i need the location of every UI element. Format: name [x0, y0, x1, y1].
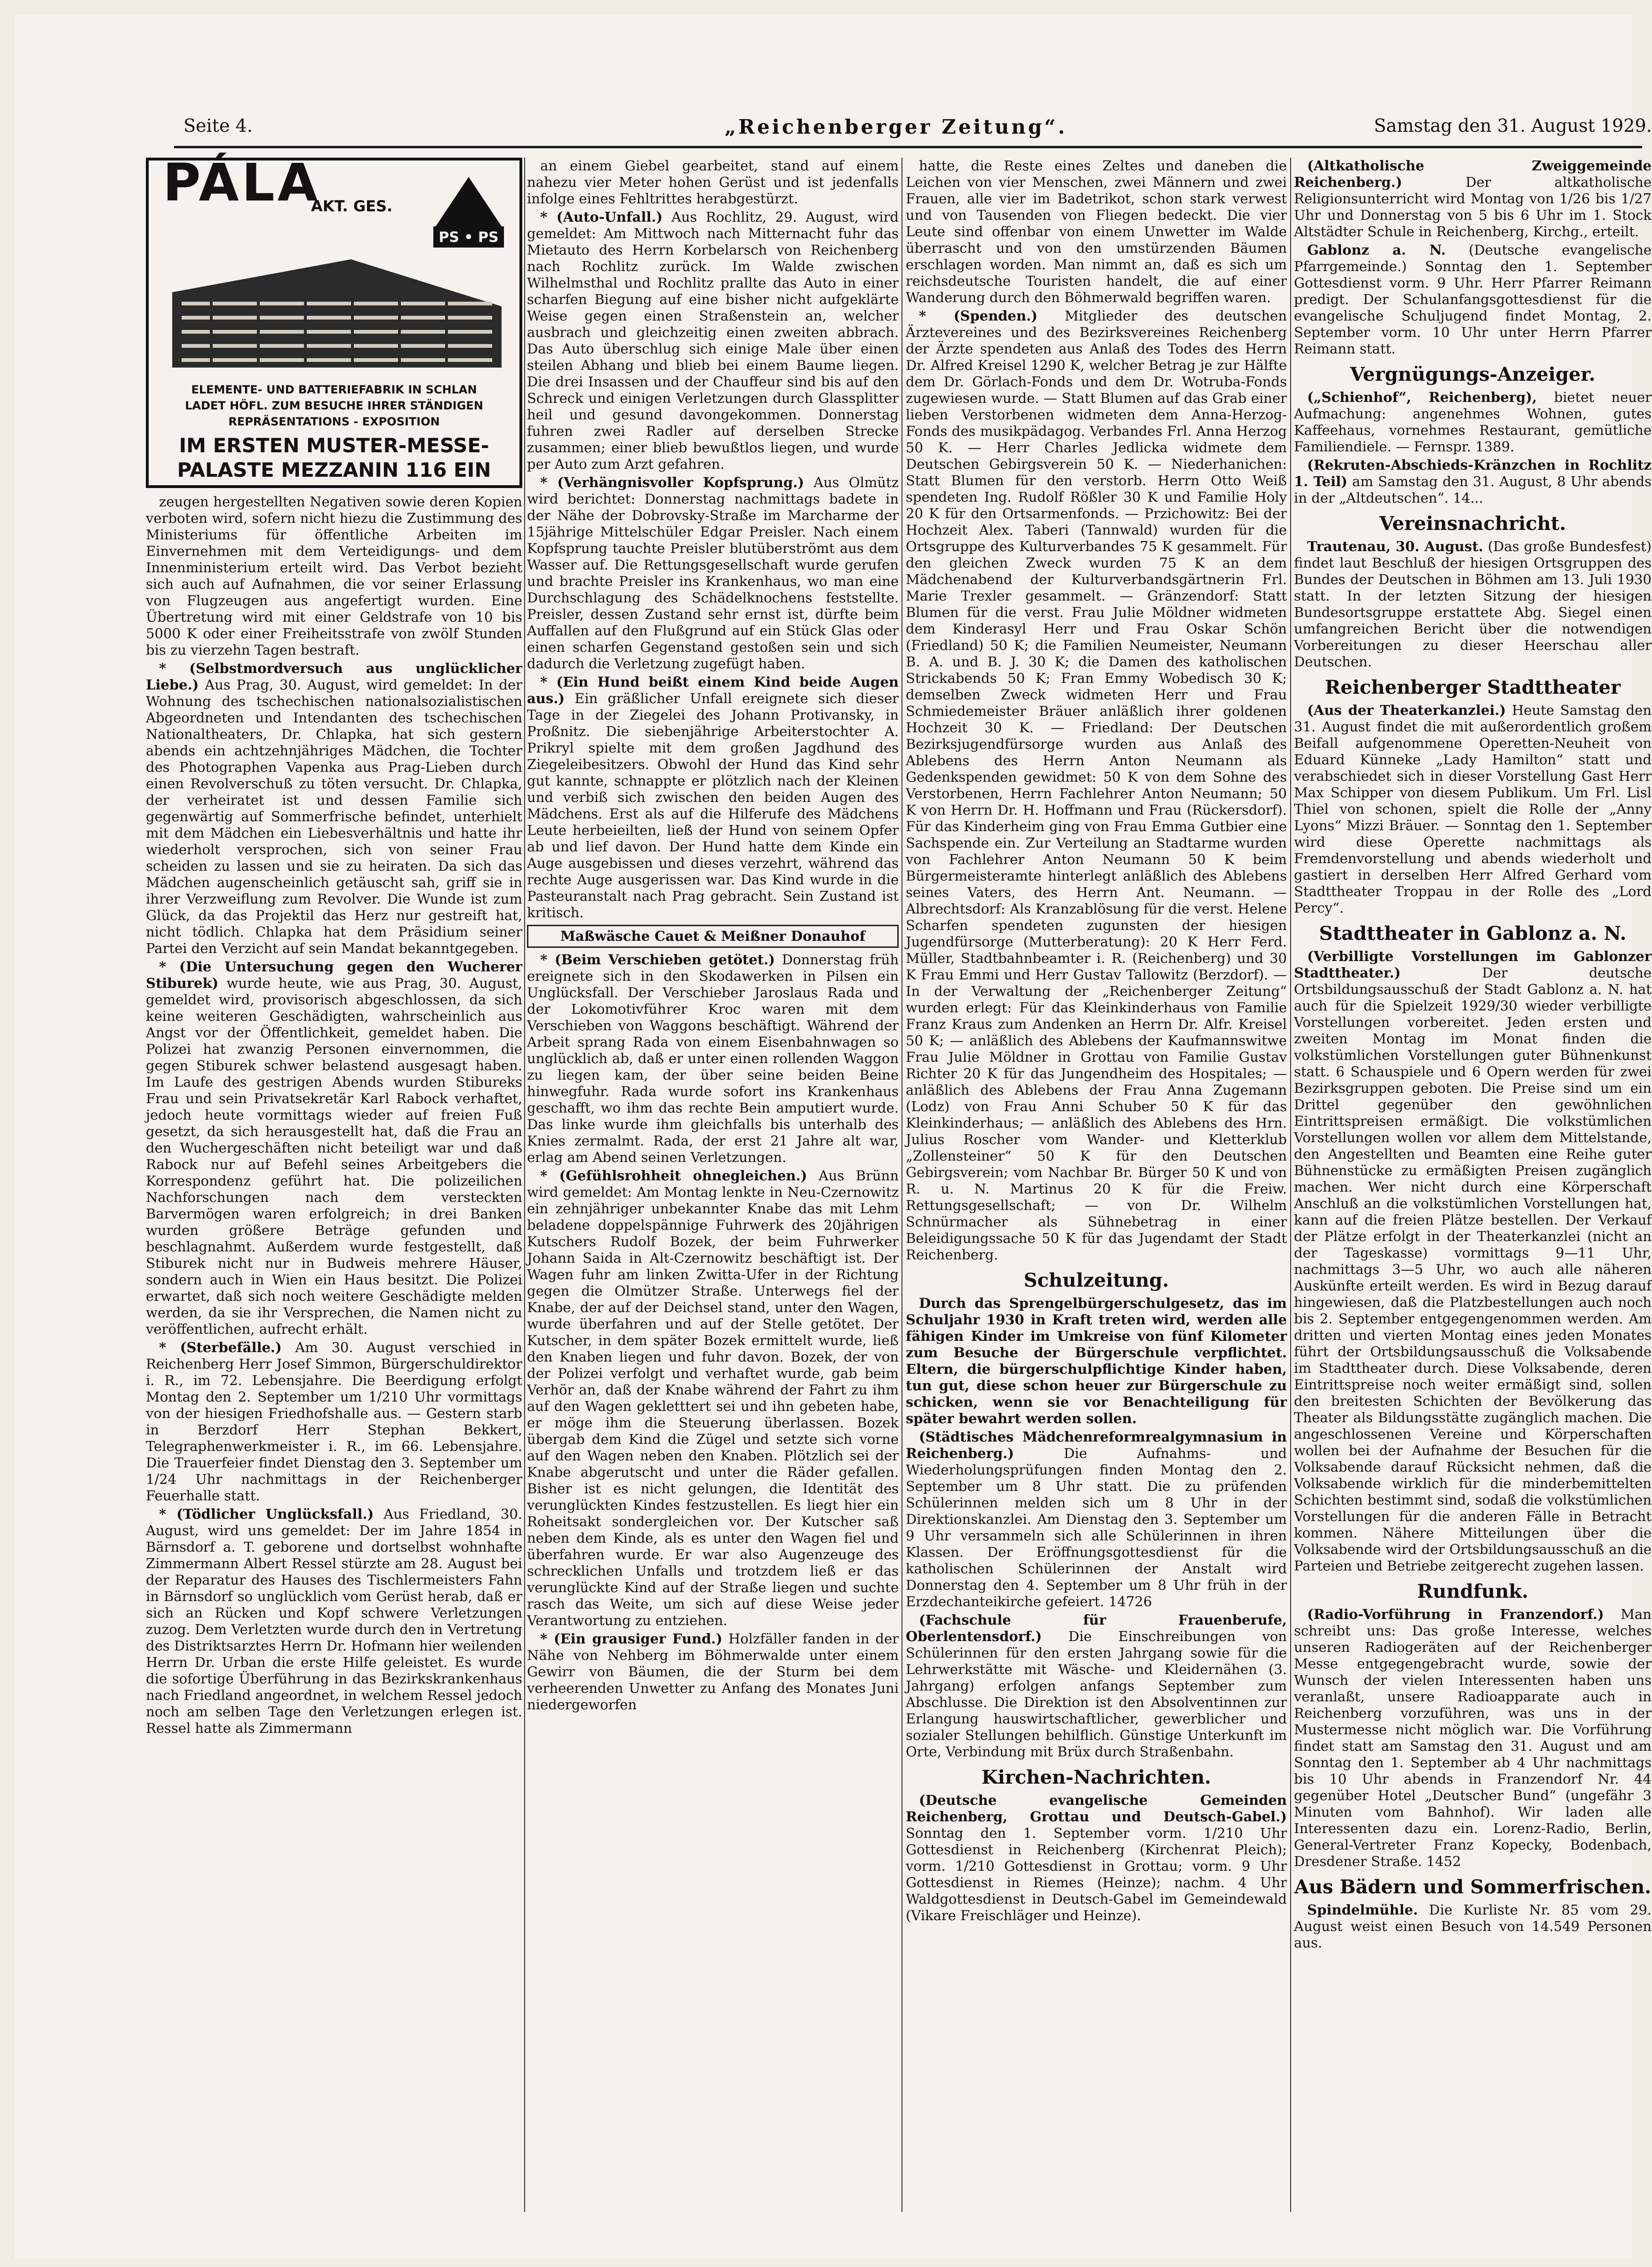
- column-1: [146, 152, 522, 2231]
- article-heading: (Verbilligte Vorstellungen im Gablonzer Stadttheater.): [1294, 948, 1652, 981]
- article-text: Ein gräßlicher Unfall ereignete sich dieser Tage in der Ziegelei des Johann Protivansky, in Proßnitz. Die siebenjährige Arbeiterstochter A. Prikryl spielte mit dem großen Jagdhund des Ziegeleibesitzers. Obwohl der Hund das Kind sehr gut kannte, schnappte er plötzlich nach der Kleinen und verbiß sich zwischen den beiden Augen des Mädchens. Erst als auf die Hilferufe des Mädchens Leute herbeieilten, ließ der Hund von seinem Opfer ab und lief davon. Der Hund hatte dem Kinde ein Auge ausgebissen und dieses verzehrt, während das rechte Auge ausgerissen war. Das Kind wurde in die Pasteuranstalt nach Prag gebracht. Sein Zustand ist kritisch.: [527, 690, 899, 921]
- article-text: (Das große Bundesfest) findet laut Beschluß der hiesigen Ortsgruppen des Bundes der Deutschen in Böhmen am 13. Juli 1930 statt. In der letzten Sitzung der hiesigen Bundesortsgruppe erstattete Abg. Siegel einen umfangreichen Bericht über die notwendigen Vorbereitungen zu dieser Heerschau aller Deutschen.: [1294, 538, 1652, 670]
- article-paragraph: [527, 474, 899, 672]
- ad-text-lower: IM ERSTEN MUSTER-MESSE- PALASTE MEZZANIN 116 EIN: [177, 434, 491, 481]
- newspaper-page: [14, 14, 1652, 2259]
- column-4-articles: [1294, 158, 1652, 1951]
- article-heading: (Rekruten-Abschieds-Kränzchen in Rochlitz 1. Teil): [1294, 457, 1652, 489]
- article-heading: * (Verhängnisvoller Kopfsprung.): [540, 474, 804, 490]
- article-paragraph: [527, 674, 899, 921]
- ps-emblem-icon: [431, 175, 506, 250]
- section-heading: Kirchen-Nachrichten.: [981, 1766, 1212, 1788]
- article-text: an einem Giebel gearbeitet, stand auf einem nahezu vier Meter hohen Gerüst und ist jedenfalls infolge eines Fehltrittes herabgestürzt.: [527, 158, 899, 207]
- article-paragraph: [146, 1506, 522, 1737]
- article-text: Holzfäller fanden in der Nähe von Nehberg im Böhmerwalde unter einem Gewirr von Bäumen, die der Sturm bei dem verheerenden Unwetter zu Anfang des Monates Juni niedergeworfen: [527, 1631, 899, 1713]
- article-heading: (Altkatholische Zweiggemeinde Reichenberg.): [1294, 158, 1652, 190]
- article-heading: * (Selbstmordversuch aus unglücklicher Liebe.): [146, 660, 522, 693]
- article-paragraph: [1294, 158, 1652, 240]
- section-heading: Stadttheater in Gablonz a. N.: [1319, 922, 1627, 945]
- article-heading: (Städtisches Mädchenreformrealgymnasium in Reichenberg.): [906, 1429, 1287, 1461]
- column-1-articles: [146, 494, 522, 1737]
- article-heading: * (Die Untersuchung gegen den Wucherer Stiburek): [146, 959, 522, 991]
- ad-brand-suffix: AKT. GES.: [311, 197, 393, 215]
- article-heading: * (Beim Verschieben getötet.): [540, 952, 775, 968]
- article-text: Mitglieder des deutschen Ärztevereines und des Bezirksvereines Reichenberg der Ärzte spendeten aus Anlaß des Todes des Herrn Dr. Alfred Kreisel 1290 K, welcher Betrag je zur Hälfte dem Dr. Görlach-Fonds und dem Dr. Wotruba-Fonds zugewiesen wurde. — Statt Blumen auf das Grab einer lieben Verstorbenen widmeten dem Anna-Herzog-Fonds des musikpädagog. Verbandes Frl. Anna Herzog 50 K. — Herr Charles Jedlicka widmete dem Deutschen Gebirgsverein 50 K. — Niederhanichen: Statt Blumen für den verstorb. Herrn Otto Weiß spendeten Ing. Rudolf Rößler 30 K und Familie Holy 20 K für den Ortsarmenfonds. — Przichowitz: Bei der Hochzeit Alex. Taberi (Tannwald) wurden für die Ortsgruppe des Kulturverbandes 75 K gesammelt. Für den gleichen Zweck wurden 75 K an dem Mädchenabend der Kulturverbandsgärtnerin Frl. Marie Trexler gesammelt. — Gränzendorf: Statt Blumen für die verst. Frau Julie Möldner widmeten dem Kinderasyl Herr und Frau Oskar Schön (Friedland) 50 K; die Familien Neumeister, Neumann B. A. und B. J. 30 K; die Damen des katholischen Strickabends 50 K; Fran Emmy Wobedisch 30 K; demselben Zweck widmeten Herr und Frau Schmiedemeister Bräuer anläßlich ihrer goldenen Hochzeit 30 K. — Friedland: Der Deutschen Bezirksjugendfürsorge wurden aus Anlaß des Ablebens des Herrn Anton Neumann als Gedenkspenden gewidmet: 50 K von dem Sohne des Verstorbenen, Herrn Fachlehrer Anton Neumann; 50 K von Herrn Dr. H. Hoffmann und Frau (Rückersdorf). Für das Kinderheim ging von Frau Emma Gutbier eine Sachspende ein. Zur Verteilung an Stadtarme wurden von Fachlehrer Anton Neumann 50 K beim Bürgermeisteramte hinterlegt anläßlich des Ablebens seines Vaters, des Herrn Ant. Neumann. — Albrechtsdorf: Als Kranzablösung für die verst. Helene Scharfen spendeten zugunsten der hiesigen Jugendfürsorge (Mutterberatung): 20 K Herr Ferd. Müller, Stadtbahnbeamter i. R. (Reichenberg) und 30 K Frau Emmi und Herr Gustav Tallowitz (Berzdorf). — In der Verwaltung der „Reichenberger Zeitung“ wurden erlegt: Für das Kleinkinderhaus von Familie Franz Kraus zum Andenken an Herrn Dr. Alfr. Kreisel 50 K; — anläßlich des Ablebens der Kaufmannswitwe Frau Julie Möldner in Grottau von Familie Gustav Richter 20 K für das Jungendheim des Hospitales; — anläßlich des Ablebens der Frau Anna Zugemann (Lodz) von Frau Anni Schuber 50 K für das Kleinkinderhaus; — anläßlich des Ablebens des Hrn. Julius Roscher vom Wander- und Kletterklub „Zollensteiner“ 50 K für den Deutschen Gebirgsverein; vom Nachbar Br. Bürger 50 K und von R. u. N. Martinus 20 K für die Freiw. Rettungsgesellschaft; — von Dr. Wilhelm Schnürmacher als Sühnebetrag in einer Beleidigungssache 50 K für das Jugendamt der Stadt Reichenberg.: [906, 308, 1287, 1263]
- page-number: Seite 4.: [184, 115, 253, 136]
- article-text: Aus Friedland, 30. August, wird uns gemeldet: Der im Jahre 1854 in Bärnsdorf a. T. geborene und dortselbst wohnhafte Zimmermann Albert Ressel stürzte am 28. August bei der Reparatur des Hauses des Tischlermeisters Fahn in Bärnsdorf so unglücklich vom Gerüst herab, daß er sich an Rücken und Kopf schwere Verletzungen zuzog. Dem Verletzten wurde durch den in Vertretung des Distriktsarztes Herrn Dr. Hofmann hier weilenden Herrn Dr. Urban die erste Hilfe geleistet. Es wurde die sofortige Überführung in das Bezirkskrankenhaus nach Friedland angeordnet, in welchem Ressel jedoch noch am selben Tage den Verletzungen erlegen ist. Ressel hatte als Zimmermann: [146, 1506, 522, 1736]
- article-paragraph: [1294, 242, 1652, 357]
- article-text: Donnerstag früh ereignete sich in den Skodawerken in Pilsen ein Unglücksfall. Der Verschieber Jaroslaus Rada und der Lokomotivführer Kroc waren mit dem Verschieben von Waggons beschäftigt. Während der Arbeit sprang Rada von einem Eisenbahnwagen so unglücklich ab, daß er unter einen rollenden Waggon zu liegen kam, der über seine beiden Beine hinwegfuhr. Rada wurde sofort ins Krankenhaus geschafft, wo ihm das rechte Bein amputiert wurde. Das linke wurde ihm gleichfalls bis unterhalb des Knies zermalmt. Rada, der erst 21 Jahre alt war, erlag am Abend seinen Verletzungen.: [527, 952, 899, 1165]
- factory-building-icon: [163, 250, 511, 372]
- issue-date: Samstag den 31. August 1929.: [1374, 115, 1652, 136]
- article-paragraph: [1294, 948, 1652, 1574]
- article-heading: (Radio-Vorführung in Franzendorf.): [1307, 1606, 1604, 1622]
- article-paragraph: [1294, 538, 1652, 670]
- column-4: [1294, 158, 1652, 2231]
- article-paragraph: [527, 209, 899, 473]
- article-text: Am 30. August verschied in Reichenberg Herr Josef Simmon, Bürgerschuldirektor i. R., im 72. Lebensjahre. Die Beerdigung erfolgt Montag den 2. September um 1/210 Uhr vormittags von der hiesigen Friedhofshalle aus. — Gestern starb in Berzdorf Herr Stephan Bekkert, Telegraphenwerkmeister i. R., im 66. Lebensjahre. Die Trauerfeier findet Dienstag den 3. September um 1/24 Uhr nachmittags in der Reichenberger Feuerhalle statt.: [146, 1339, 522, 1504]
- article-text: wurde heute, wie aus Prag, 30. August, gemeldet wird, provisorisch abgeschlossen, da sich keine weiteren Geschädigten, wahrscheinlich aus Angst vor der Öffentlichkeit, gemeldet haben. Die Polizei hat zwanzig Personen einvernommen, die gegen Stiburek schwer belastend ausgesagt haben. Im Laufe des gestrigen Abends wurden Stibureks Frau und sein Privatsekretär Karl Rabock verhaftet, jedoch heute vormittags wieder auf freien Fuß gesetzt, da sich herausgestellt hat, daß die Frau an den Wuchergeschäften nicht beteiligt war und daß Rabock nur auf Befehl seines Arbeitgebers die Korrespondenz geführt hat. Die polizeilichen Nachforschungen nach dem versteckten Barvermögen waren erfolgreich; in drei Banken wurden größere Beträge gefunden und beschlagnahmt. Außerdem wurde festgestellt, daß Stiburek nicht nur in Budweis mehrere Häuser, sondern auch in Wien ein Haus besitzt. Die Polizei erwartet, daß sich noch weitere Geschädigte melden werden, da sie ihr Versprechen, die Namen nicht zu veröffentlichen, aufrecht erhält.: [146, 975, 522, 1337]
- article-paragraph: [527, 952, 899, 1166]
- article-paragraph: [527, 1168, 899, 1629]
- article-heading: (Aus der Theaterkanzlei.): [1307, 702, 1506, 718]
- article-heading: * (Spenden.): [919, 308, 1037, 324]
- boxed-notice: Maßwäsche Cauet & Meißner Donauhof: [527, 925, 899, 948]
- article-paragraph: [1294, 457, 1652, 506]
- article-heading: („Schienhof“, Reichenberg),: [1307, 389, 1537, 405]
- article-heading: * (Ein Hund beißt einem Kind beide Augen aus.): [527, 674, 899, 706]
- column-2: [527, 158, 899, 2231]
- section-heading: Aus Bädern und Sommerfrischen.: [1294, 1876, 1652, 1898]
- article-paragraph: [906, 308, 1287, 1263]
- header-rule: [174, 146, 1642, 148]
- article-heading: * (Tödlicher Unglücksfall.): [159, 1506, 374, 1522]
- article-text: am Samstag den 31. August, 8 Uhr abends in der „Altdeutschen“. 14...: [1294, 473, 1652, 506]
- article-paragraph: [1294, 1606, 1652, 1870]
- article-text: Sonntag den 1. September vorm. 1/210 Uhr Gottesdienst in Reichenberg (Kirchenrat Pleich); vorm. 1/210 Gottesdienst in Grottau; vorm. 9 Uhr Gottesdienst in Riemes (Heinze); nachm. 4 Uhr Waldgottesdienst in Deutsch-Gabel im Gemeindewald (Vikare Freischläger und Heinze).: [906, 1825, 1287, 1923]
- ad-text-upper: ELEMENTE- UND BATTERIEFABRIK IN SCHLAN LADET HÖFL. ZUM BESUCHE IHRER STÄNDIGEN REPRÄSENTATIONS - EXPOSITION: [185, 383, 483, 428]
- article-text: Der deutsche Ortsbildungsausschuß der Stadt Gablonz a. N. hat auch für die Spielzeit 1929/30 wieder verbilligte Vorstellungen vorbereitet. Jeden ersten und zweiten Montag im Monat finden die volkstümlichen Vorstellungen guter Bühnenkunst statt. 6 Schauspiele und 6 Opern werden für zwei Bezirksgruppen geboten. Die Preise sind um ein Drittel gegenüber den gewöhnlichen Eintrittspreisen ermäßigt. Die volkstümlichen Vorstellungen wollen vor allem dem Mittelstande, den Angestellten und Beamten eine Reihe guter Bühnenstücke zu ermäßigten Preisen zugänglich machen. Wer nicht durch eine Körperschaft Anschluß an die volkstümlichen Vorstellungen hat, kann auf die freien Plätze bestellen. Der Verkauf der Plätze erfolgt in der Theaterkanzlei (nicht an der Tageskasse) vormittags 9—11 Uhr, nachmittags 3—5 Uhr, wo auch alle näheren Auskünfte erteilt werden. Es wird in Bezug darauf hingewiesen, daß die Platzbestellungen auch noch bis 2. September entgegengenommen werden. Am dritten und vierten Montag eines jeden Monates führt der Ortsbildungsausschuß die Volksabende im Stadttheater durch. Diese Volksabende, deren Eintrittspreise noch weiter ermäßigt sind, sollen den breitesten Schichten der Bevölkerung das Theater als Bildungsstätte zugänglich machen. Die angeschlossenen Vereine und Körperschaften wollen bei der Aufnahme der Besuchen für die Volksabende darauf Rücksicht nehmen, daß die Volksabende wirklich für die minderbemittelten Schichten bestimmt sind, sodaß die volkstümlichen Vorstellungen für die anderen Fälle in Betracht kommen. Nähere Mitteilungen über die Volksabende wird der Ortsbildungsausschuß an die Parteien und Betriebe zeitgerecht zugehen lassen.: [1294, 965, 1652, 1574]
- article-paragraph: [1294, 389, 1652, 455]
- article-text: Heute Samstag den 31. August findet die mit außerordentlich großem Beifall aufgenommene Operetten-Neuheit von Eduard Künneke „Lady Hamilton“ statt und verabschiedet sich in dieser Vorstellung Gast Herr Max Schipper von diesem Publikum. Um Frl. Lisl Thiel von schonen, spielt die Rolle der „Anny Lyons“ Mizzi Bräuer. — Sonntag den 1. September wird diese Operette nachmittags als Fremdenvorstellung und abends wiederholt und gastiert in derselben Herr Alfred Gerhard vom Stadttheater Troppau in der Rolle des „Lord Percy“.: [1294, 702, 1652, 916]
- article-text: Der altkatholische Religionsunterricht wird Montag von 1/26 bis 1/27 Uhr und Donnerstag von 5 bis 6 Uhr im 1. Stock Altstädter Schule in Reichenberg, Kirchg., erteilt.: [1294, 174, 1652, 240]
- article-heading: (Fachschule für Frauenberufe, Oberlentensdorf.): [906, 1612, 1287, 1644]
- article-paragraph: [527, 158, 899, 207]
- section-heading: Reichenberger Stadttheater: [1325, 676, 1621, 698]
- section-heading: Vergnügungs-Anzeiger.: [1350, 363, 1596, 385]
- article-heading: Gablonz a. N.: [1307, 242, 1446, 258]
- article-paragraph: [906, 1429, 1287, 1610]
- article-text: (Deutsche evangelische Pfarrgemeinde.) Sonntag den 1. September Gottesdienst vorm. 9 Uhr. Herr Pfarrer Reimann predigt. Der Schulanfangsgottesdienst für die evangelische Schuljugend findet Montag, 2. September vorm. 10 Uhr unter Herrn Pfarrer Reimann statt.: [1294, 242, 1652, 357]
- article-paragraph: [146, 959, 522, 1338]
- article-paragraph: [146, 1339, 522, 1504]
- article-text: hatte, die Reste eines Zeltes und daneben die Leichen von vier Menschen, zwei Männern und zwei Frauen, alle vier im Badetrikot, schon stark verwest und von Tausenden von Fliegen bedeckt. Die vier Leute sind offenbar von einem Unwetter im Walde überrascht und von den umstürzenden Bäumen erschlagen worden. Man nimmt an, daß es sich um reichsdeutsche Touristen handelt, die auf einer Wanderung durch den Böhmerwald begriffen waren.: [906, 158, 1287, 305]
- article-paragraph: [527, 1631, 899, 1713]
- column-divider: [1290, 158, 1291, 2212]
- article-heading: Durch das Sprengelbürgerschulgesetz, das im Schuljahr 1930 in Kraft treten wird, werden alle fähigen Kinder im Umkreise von fünf Kilometer zum Besuche der Bürgerschule verpflichtet. Eltern, die bürgerschulpflichtige Kinder haben, tun gut, diese schon heuer zur Bürgerschule zu schicken, wenn sie vor Benachteiligung für später bewahrt werden sollen.: [906, 1295, 1287, 1426]
- pala-advertisement: [146, 152, 522, 488]
- article-text: bietet neuer Aufmachung: angenehmes Wohnen, gutes Kaffeehaus, vornehmes Restaurant, gemütliche Familiendiele. — Fernspr. 1389.: [1294, 389, 1652, 455]
- page-header: [24, 115, 1652, 144]
- article-text: Man schreibt uns: Das große Interesse, welches unseren Radiogeräten auf der Reichenberger Messe entgegengebracht wurde, sowie der Wunsch der vielen Interessenten haben uns veranlaßt, unsere Radioapparate auch in Reichenberg vorzuführen, was uns in der Mustermesse nicht möglich war. Die Vorführung findet statt am Samstag den 31. August und am Sonntag den 1. September ab 4 Uhr nachmittags bis 10 Uhr abends in Franzendorf Nr. 44 gegenüber Hotel „Deutscher Bund“ (ungefähr 3 Minuten vom Bahnhof). Wir laden alle Interessenten dazu ein. Lorenz-Radio, Berlin, General-Vertreter Franz Kopecky, Bodenbach, Dresdener Straße. 1452: [1294, 1606, 1652, 1869]
- article-paragraph: [906, 1295, 1287, 1427]
- ad-brand: PÁLA: [163, 152, 320, 213]
- section-heading: Rundfunk.: [1417, 1580, 1529, 1602]
- article-heading: * (Auto-Unfall.): [540, 209, 663, 225]
- article-heading: Trautenau, 30. August.: [1307, 538, 1484, 554]
- article-text: Die Aufnahms- und Wiederholungsprüfungen finden Montag den 2. September um 8 Uhr statt. Die zu prüfenden Schülerinnen melden sich um 8 Uhr in der Direktionskanzlei. Am Dienstag den 3. September um 9 Uhr versammeln sich alle Schülerinnen in ihren Klassen. Der Eröffnungsgottesdienst für die katholischen Schülerinnen der Anstalt wird Donnerstag den 4. September um 8 Uhr früh in der Erzdechanteikirche gefeiert. 14726: [906, 1445, 1287, 1610]
- article-heading: * (Sterbefälle.): [159, 1339, 282, 1355]
- article-paragraph: [1294, 1902, 1652, 1951]
- article-paragraph: [906, 1612, 1287, 1760]
- article-text: Die Kurliste Nr. 85 vom 29. August weist einen Besuch von 14.549 Personen aus.: [1294, 1902, 1652, 1951]
- article-text: Aus Brünn wird gemeldet: Am Montag lenkte in Neu-Czernowitz ein zehnjähriger unbekannter Knabe das mit Lehm beladene doppelspännige Fuhrwerk des 20jährigen Kutschers Rudolf Bozek, der beim Fuhrwerker Johann Saida in Alt-Czernowitz beschäftigt ist. Der Wagen fuhr am linken Zwitta-Ufer in der Richtung gegen die Olmützer Straße. Unterwegs fiel der Knabe, der auf der Deichsel stand, unter den Wagen, wurde überfahren und auf der Stelle getötet. Der Kutscher, in dem später Bozek ermittelt wurde, ließ den Knaben liegen und fuhr davon. Bozek, der von der Polizei verfolgt und verhaftet wurde, gab beim Verhör an, daß der Knabe während der Fahrt zu ihm auf den Wagen gekletttert sei und ihn gebeten habe, er möge ihm die Steuerung überlassen. Bozek übergab dem Kind die Zügel und setzte sich vorne auf den Wagen neben den Knaben. Plötzlich sei der Knabe abgerutscht und unter die Räder gefallen. Bisher ist es nicht gelungen, die Identität des verunglückten Kindes festzustellen. Es liegt hier ein Roheitsakt sondergleichen vor. Der Kutscher saß neben dem Kinde, als es unter den Wagen fiel und überfahren wurde. Er war also Augenzeuge des schrecklichen Unfalls und trotzdem ließ er das verunglückte Kind auf der Straße liegen und suchte rasch das Weite, um sich auf diese Weise jeder Verantwortung zu entziehen.: [527, 1168, 899, 1628]
- article-paragraph: [906, 158, 1287, 306]
- article-heading: Spindelmühle.: [1307, 1902, 1418, 1918]
- section-heading: Vereinsnachricht.: [1379, 513, 1566, 535]
- column-2-articles: [527, 158, 899, 1713]
- article-heading: (Deutsche evangelische Gemeinden Reichenberg, Grottau und Deutsch-Gabel.): [906, 1792, 1287, 1825]
- article-paragraph: [146, 494, 522, 658]
- article-text: Die Einschreibungen von Schülerinnen für den ersten Jahrgang sowie für die Lehrwerkstätte mit Wäsche- und Kleidernähen (3. Jahrgang) erfolgen anfangs September zum Abschlusse. Die Direktion ist den Absolventinnen zur Erlangung hauswirtschaftlicher, gewerblicher und sozialer Stellungen behilflich. Günstige Unterkunft im Orte, Verbindung mit Brüx durch Straßenbahn.: [906, 1628, 1287, 1760]
- article-text: Aus Prag, 30. August, wird gemeldet: In der Wohnung des tschechischen nationalsozialistischen Abgeordneten und Intendanten des tschechischen Nationaltheaters, Dr. Chlapka, hat sich gestern abends ein achtzehnjähriges Mädchen, die Tochter des Photographen Vapenka aus Prag-Lieben durch einen Revolverschuß zu töten versucht. Dr. Chlapka, der verheiratet ist und dessen Familie sich gegenwärtig auf Sommerfrische befindet, unterhielt mit dem Mädchen ein Liebesverhältnis und hatte ihr wiederholt versprochen, sich von seiner Frau scheiden zu lassen und sie zu heiraten. Da sich das Mädchen augenscheinlich getäuscht sah, griff sie in ihrer Verzweiflung zum Revolver. Die Wunde ist zum Glück, da das Projektil das Herz nur gestreift hat, nicht tödlich. Chlapka hat dem Präsidium seiner Partei den Verzicht auf sein Mandat bekanntgegeben.: [146, 677, 522, 956]
- emblem-text: PS • PS: [439, 229, 499, 246]
- column-3-articles: [906, 158, 1287, 1924]
- article-text: Aus Olmütz wird berichtet: Donnerstag nachmittags badete in der Nähe der Dobrovsky-Straße im Marcharme der 15jährige Mittelschüler Edgar Preisler. Nach einem Kopfsprung tauchte Preisler blutüberströmt aus dem Wasser auf. Die Rettungsgesellschaft wurde gerufen und brachte Preisler ins Krankenhaus, wo man eine Durchschlagung des Schädelknochens feststellte. Preisler, dessen Zustand sehr ernst ist, dürfte beim Auffallen auf den Flußgrund auf ein Stück Glas oder einen scharfen Gegenstand gestoßen sein und sich dadurch die Verletzung zugefügt haben.: [527, 474, 899, 672]
- article-paragraph: [1294, 702, 1652, 916]
- article-paragraph: [906, 1792, 1287, 1924]
- newspaper-title: „Reichenberger Zeitung“.: [725, 115, 1068, 138]
- article-text: Aus Rochlitz, 29. August, wird gemeldet: Am Mittwoch nach Mitternacht fuhr das Mietauto des Herrn Korbelarsch von Reichenberg nach Rochlitz zurück. Im Walde zwischen Wilhelmsthal und Rochlitz prallte das Auto in einer scharfen Biegung auf eine bisher nicht aufgeklärte Weise gegen einen Straßenstein an, welcher ausbrach und gleichzeitig einen zweiten abbrach. Das Auto überschlug sich einige Male über einen steilen Abhang und blieb bei einem Baume liegen. Die drei Insassen und der Chauffeur sind bis auf den Schreck und einigen Verletzungen durch Glassplitter heil und gesund davongekommen. Donnerstag fuhren zwei Radler auf derselben Strecke zusammen; einer blieb bewußtlos liegen, und wurde per Auto zum Arzt gefahren.: [527, 209, 899, 472]
- article-heading: * (Gefühlsrohheit ohnegleichen.): [540, 1168, 807, 1184]
- section-heading: Schulzeitung.: [1023, 1269, 1169, 1291]
- article-paragraph: [146, 660, 522, 957]
- column-3: [906, 158, 1287, 2231]
- article-text: zeugen hergestellten Negativen sowie deren Kopien verboten wird, sofern nicht hiezu die Zustimmung des Ministeriums für öffentliche Arbeiten im Einvernehmen mit dem Verteidigungs- und dem Innenministerium erteilt wird. Das Verbot bezieht sich auch auf Aufnahmen, die vor seiner Erlassung von Flugzeugen aus angefertigt wurden. Eine Übertretung wird mit einer Geldstrafe von 10 bis 5000 K oder einer Freiheitsstrafe von zwölf Stunden bis zu vierzehn Tagen bestraft.: [146, 494, 522, 658]
- article-heading: * (Ein grausiger Fund.): [540, 1631, 723, 1647]
- column-divider: [524, 158, 525, 2212]
